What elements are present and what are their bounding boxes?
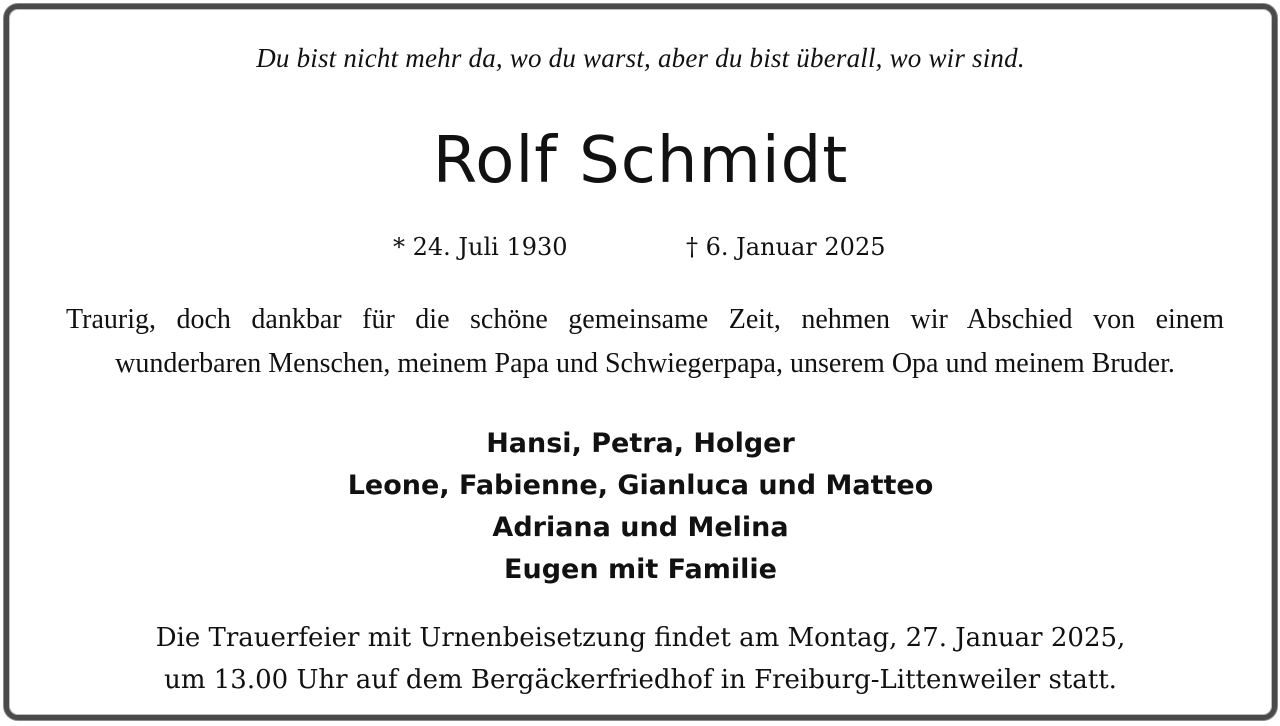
mourner-line: Eugen mit Familie: [504, 554, 777, 585]
deceased-name: Rolf Schmidt: [432, 124, 849, 198]
farewell-line-1: Traurig, doch dankbar für die schöne gemeinsame Zeit, nehmen wir Abschied von einem: [66, 304, 1224, 335]
farewell-text: [66, 298, 1224, 386]
service-info: [9, 617, 1272, 701]
mourner-line: Hansi, Petra, Holger: [486, 428, 795, 459]
service-line-1: Die Trauerfeier mit Urnenbeisetzung findet am Montag, 27. Januar 2025,: [155, 623, 1126, 653]
birth-date: * 24. Juli 1930: [393, 233, 568, 261]
motto: Du bist nicht mehr da, wo du warst, aber du bist überall, wo wir sind.: [256, 43, 1025, 73]
obituary-frame: [4, 4, 1277, 720]
death-date: † 6. Januar 2025: [686, 233, 886, 261]
service-line-2: um 13.00 Uhr auf dem Bergäckerfriedhof in Freiburg-Littenweiler statt.: [164, 665, 1117, 695]
mourner-line: Adriana und Melina: [492, 512, 789, 543]
mourners-list: [9, 423, 1272, 591]
mourner-line: Leone, Fabienne, Gianluca und Matteo: [347, 470, 934, 501]
farewell-line-2: wunderbaren Menschen, meinem Papa und Schwiegerpapa, unserem Opa und meinem Bruder.: [115, 348, 1175, 379]
